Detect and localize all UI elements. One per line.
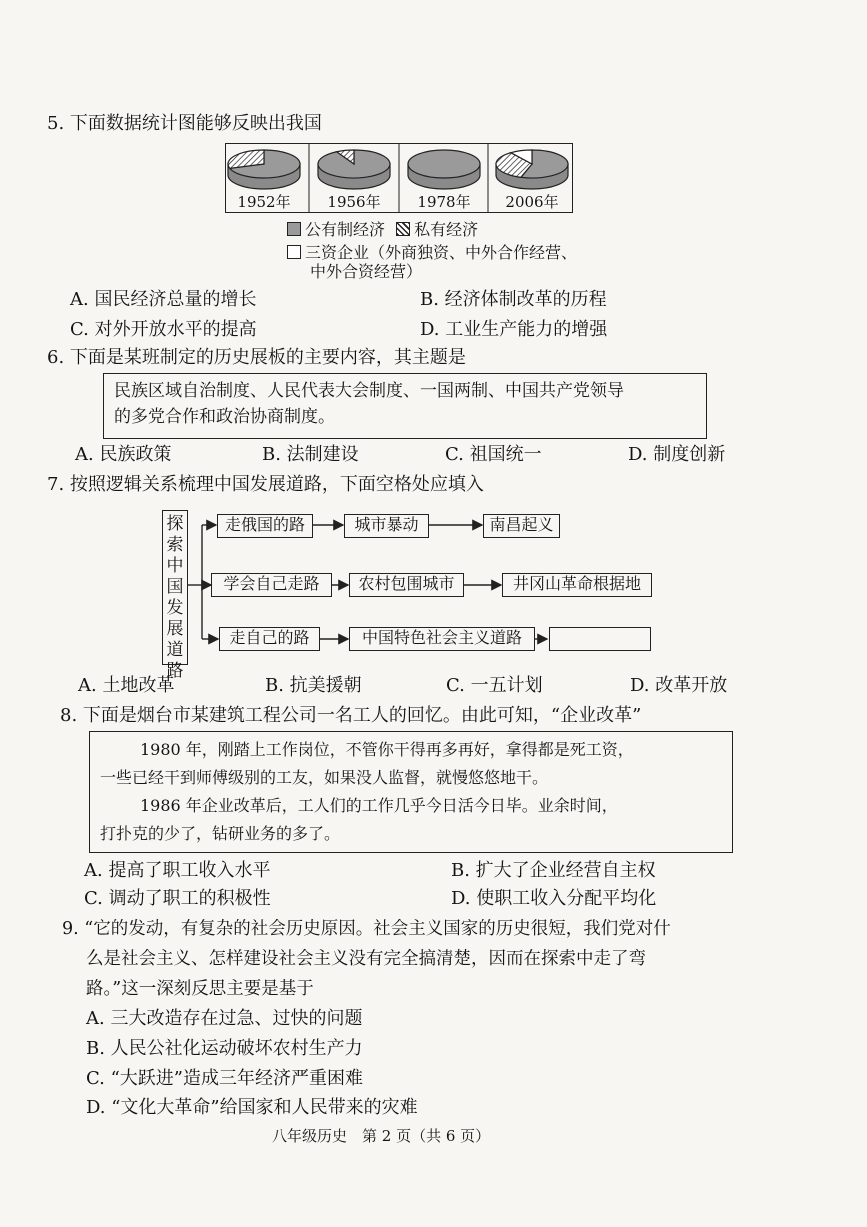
vertical-char: 道: [166, 640, 184, 660]
legend-foreign-line1: 三资企业（外商独资、中外合作经营、: [305, 243, 578, 262]
q9-option-c[interactable]: C. “大跃进”造成三年经济严重困难: [86, 1068, 363, 1089]
q9-option-d[interactable]: D. “文化大革命”给国家和人民带来的灾难: [86, 1097, 418, 1118]
q6-option-b[interactable]: B. 法制建设: [262, 444, 359, 465]
q5-option-c[interactable]: C. 对外开放水平的提高: [70, 319, 257, 340]
q5-option-d[interactable]: D. 工业生产能力的增强: [420, 319, 608, 340]
flow-row2-step2: 农村包围城市: [349, 573, 464, 597]
q7-option-d[interactable]: D. 改革开放: [630, 675, 728, 696]
q8-option-a[interactable]: A. 提高了职工收入水平: [84, 860, 271, 881]
pie-year-label: 1956年: [327, 193, 381, 211]
q6-box-line2: 的多党合作和政治协商制度。: [114, 407, 335, 427]
q6-option-c[interactable]: C. 祖国统一: [445, 444, 542, 465]
flow-row3-step1: 走自己的路: [219, 627, 320, 651]
vertical-char: 路: [166, 661, 184, 681]
pie-chart-svg: [226, 144, 572, 212]
q6-option-a[interactable]: A. 民族政策: [75, 444, 172, 465]
q9-option-a[interactable]: A. 三大改造存在过急、过快的问题: [86, 1008, 363, 1029]
pie-year-label: 1978年: [417, 193, 471, 211]
legend-public-swatch: [287, 222, 301, 236]
vertical-char: 中: [166, 556, 184, 576]
flow-row1-step2: 城市暴动: [344, 514, 429, 538]
q5-option-b[interactable]: B. 经济体制改革的历程: [420, 289, 607, 310]
q8-para1-line2: 一些已经干到师傅级别的工友，如果没人监督，就慢悠悠地干。: [100, 768, 549, 787]
vertical-char: 探: [166, 514, 184, 534]
q8-para1-line1: 1980 年，刚踏上工作岗位，不管你干得再多再好，拿得都是死工资，: [140, 740, 634, 759]
q7-stem: 7. 按照逻辑关系梳理中国发展道路，下面空格处应填入: [47, 474, 484, 495]
q7-option-a[interactable]: A. 土地改革: [78, 675, 175, 696]
q6-stem: 6. 下面是某班制定的历史展板的主要内容，其主题是: [47, 347, 466, 368]
legend-foreign-swatch: [287, 245, 301, 259]
pie-year-label: 1952年: [237, 193, 291, 211]
legend-public: 公有制经济: [305, 220, 386, 239]
vertical-char: 索: [166, 535, 184, 555]
legend-foreign-line2: 中外合资经营）: [310, 262, 423, 281]
legend-private: 私有经济: [414, 220, 479, 239]
flow-row2-step1: 学会自己走路: [211, 573, 332, 597]
flow-row1-step1: 走俄国的路: [217, 514, 313, 538]
pie-year-label: 2006年: [505, 193, 559, 211]
flow-row2-step3: 井冈山革命根据地: [502, 573, 652, 597]
q8-quote-box: [89, 731, 733, 853]
flow-row3-blank: [549, 627, 651, 651]
vertical-char: 国: [166, 577, 184, 597]
flow-row3-step2: 中国特色社会主义道路: [349, 627, 535, 651]
legend-private-swatch: [396, 222, 410, 236]
q6-content-box: [103, 373, 707, 439]
q8-option-b[interactable]: B. 扩大了企业经营自主权: [451, 860, 656, 881]
q8-option-d[interactable]: D. 使职工收入分配平均化: [451, 888, 657, 909]
legend-row-2: [287, 243, 577, 263]
flow-row1-step3: 南昌起义: [483, 514, 560, 538]
vertical-char: 展: [166, 619, 184, 639]
q8-para2-line1: 1986 年企业改革后，工人们的工作几乎今日活今日毕。业余时间，: [140, 796, 618, 815]
pie-slice: [408, 150, 480, 178]
q5-stem: 5. 下面数据统计图能够反映出我国: [47, 113, 322, 134]
q9-option-b[interactable]: B. 人民公社化运动破坏农村生产力: [86, 1038, 363, 1059]
q9-stem-line3: 路。”这一深刻反思主要是基于: [86, 979, 314, 999]
legend-row-1: [287, 220, 478, 240]
page-footer: 八年级历史 第 2 页（共 6 页）: [272, 1127, 491, 1145]
q5-pie-chart: [225, 143, 573, 213]
q6-box-line1: 民族区域自治制度、人民代表大会制度、一国两制、中国共产党领导: [114, 381, 624, 401]
q7-option-c[interactable]: C. 一五计划: [446, 675, 543, 696]
vertical-char: 发: [166, 598, 184, 618]
flow-vertical-label: [162, 510, 188, 681]
q9-stem-line2: 么是社会主义、怎样建设社会主义没有完全搞清楚，因而在探索中走了弯: [86, 949, 646, 969]
q6-option-d[interactable]: D. 制度创新: [628, 444, 726, 465]
q8-stem: 8. 下面是烟台市某建筑工程公司一名工人的回忆。由此可知，“企业改革”: [60, 705, 642, 726]
q9-stem-line1: 9. “它的发动，有复杂的社会历史原因。社会主义国家的历史很短，我们党对什: [62, 919, 671, 939]
q7-option-b[interactable]: B. 抗美援朝: [265, 675, 362, 696]
q5-option-a[interactable]: A. 国民经济总量的增长: [70, 289, 257, 310]
q8-option-c[interactable]: C. 调动了职工的积极性: [84, 888, 271, 909]
q8-para2-line2: 打扑克的少了，钻研业务的多了。: [100, 824, 341, 843]
